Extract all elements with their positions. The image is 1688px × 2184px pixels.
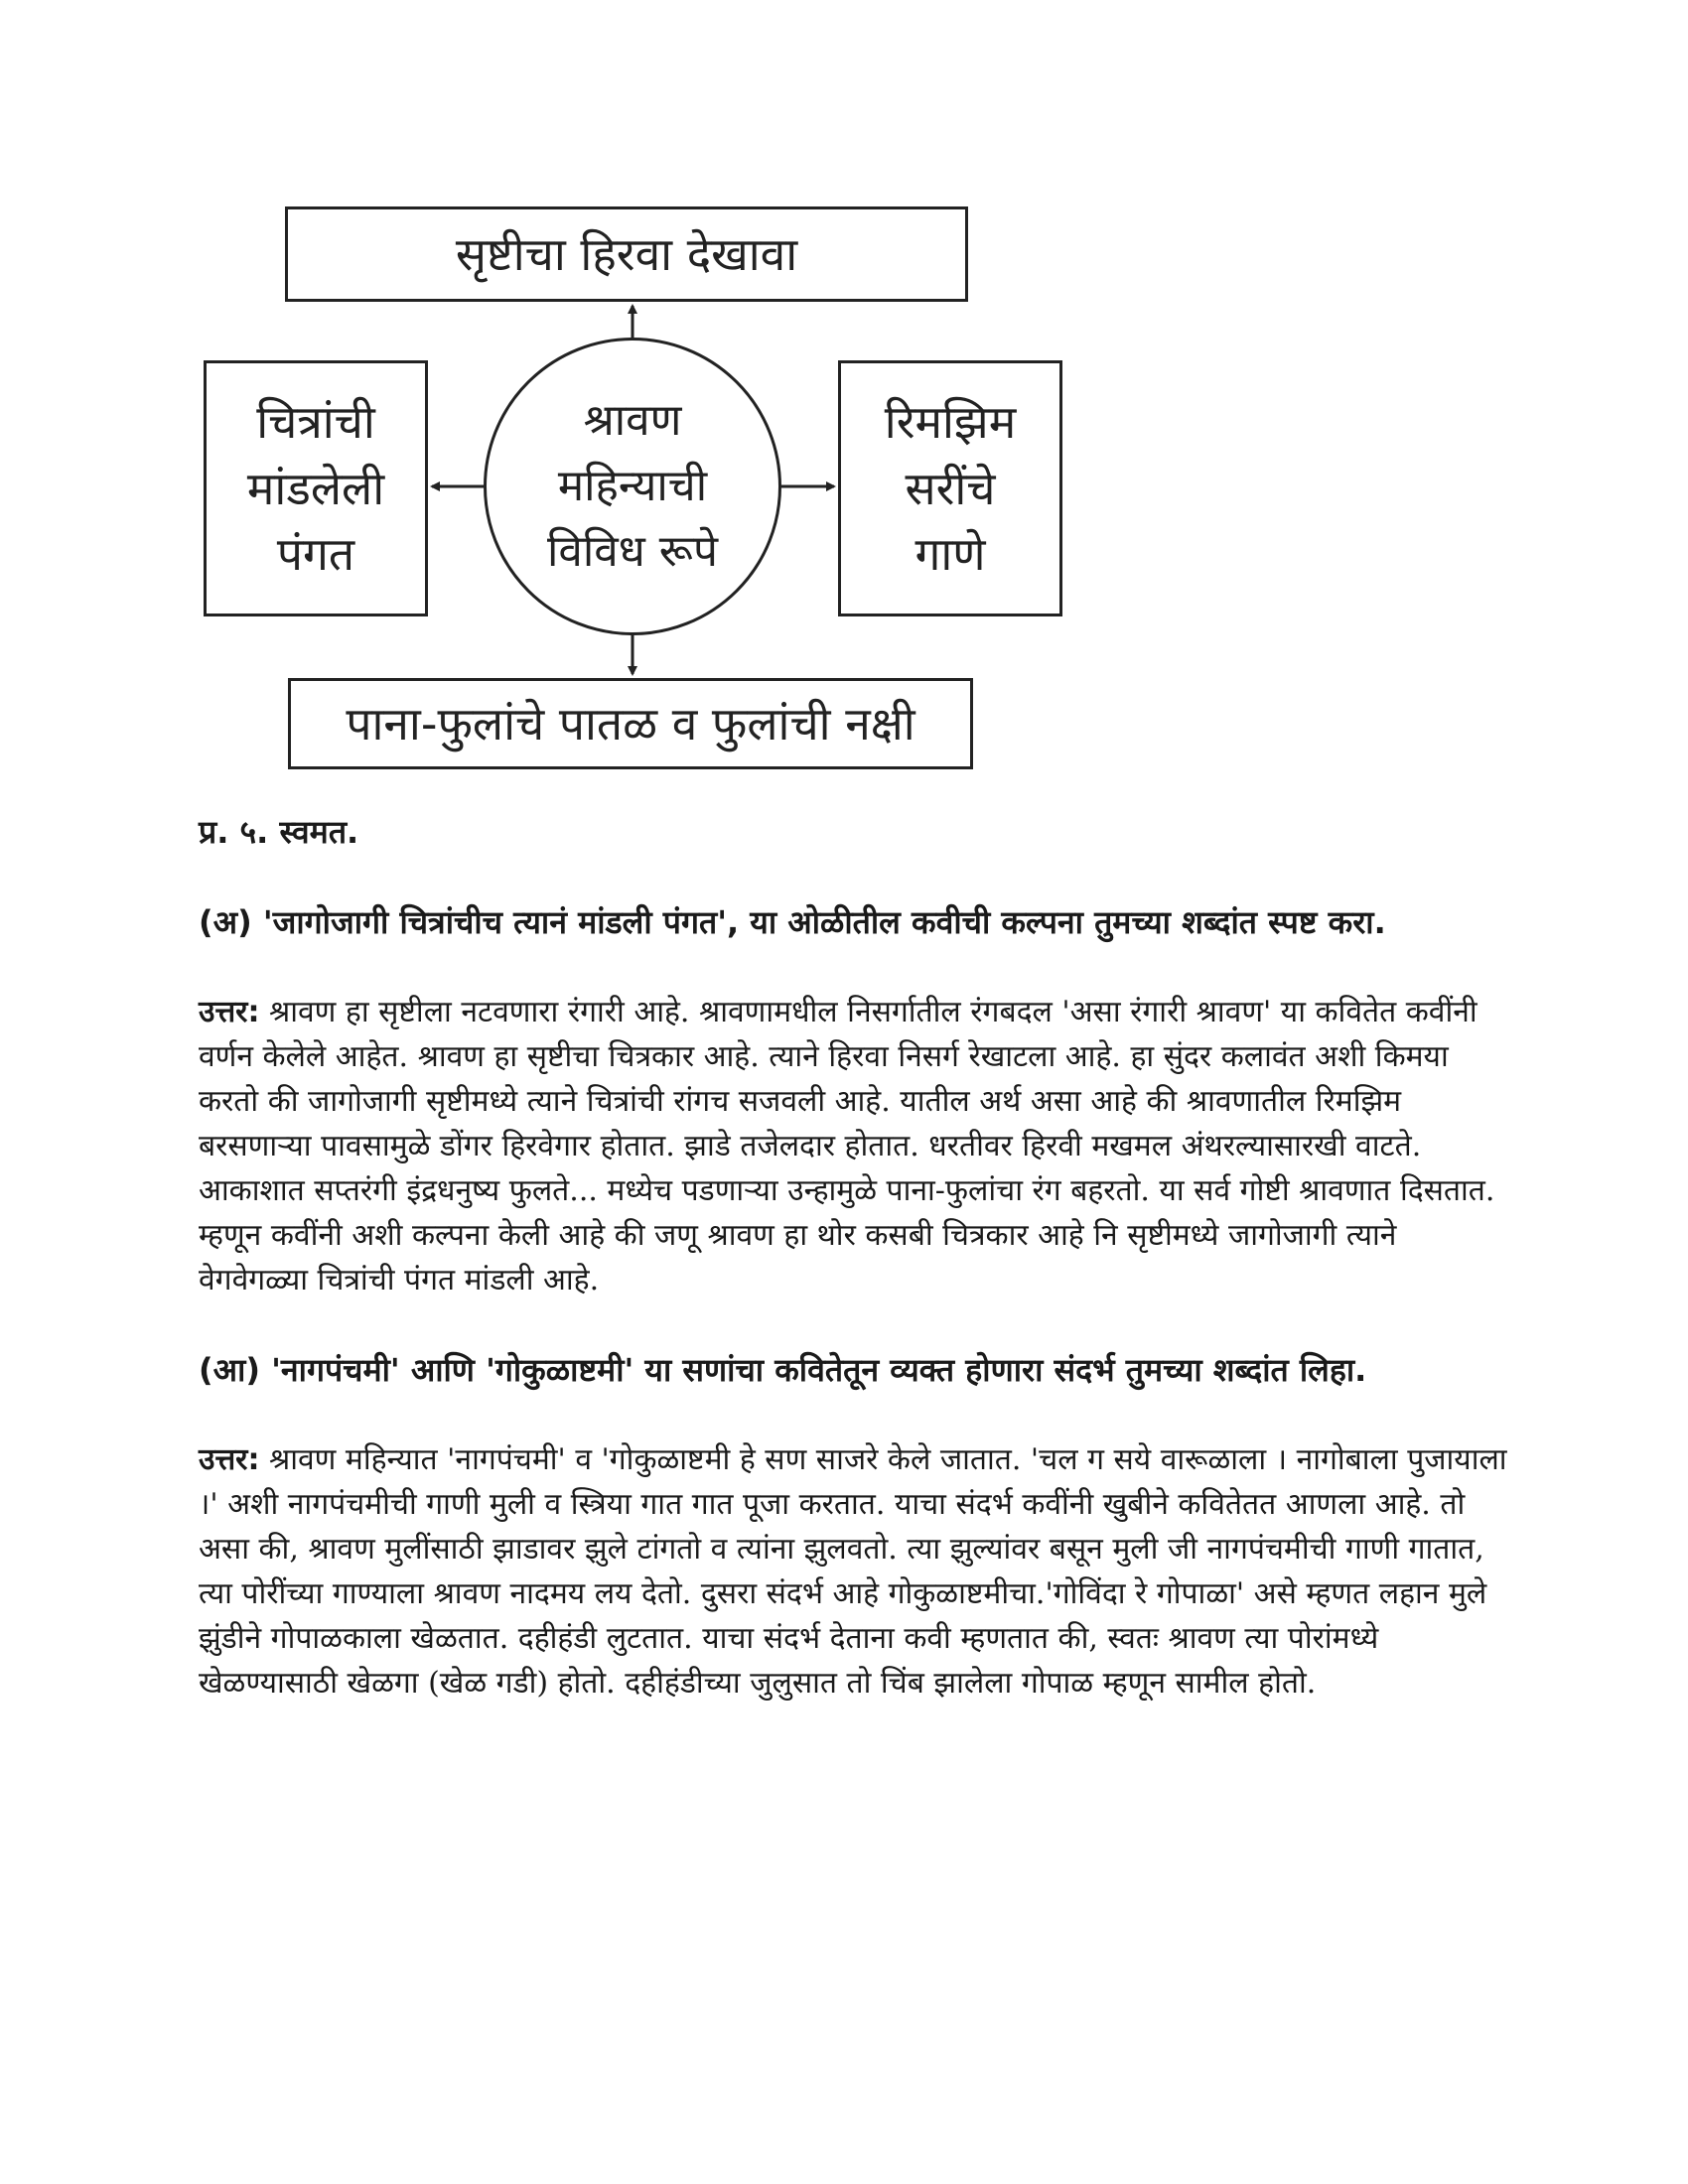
answer-label: उत्तर:: [199, 995, 260, 1029]
question-aa: (आ) 'नागपंचमी' आणि 'गोकुळाष्टमी' या सणांचा कवितेतून व्यक्त होणारा संदर्भ तुमच्या शब्दांत लिहा.: [199, 1351, 1367, 1389]
document-content: [199, 809, 1509, 1749]
section-title: प्र. ५. स्वमत.: [199, 813, 359, 851]
answer-text: श्रावण हा सृष्टीला नटवणारा रंगारी आहे. श्रावणामधील निसर्गातील रंगबदल 'असा रंगारी श्रावण' या कवितेत कवींनी वर्णन केलेले आहेत. श्रावण हा सृष्टीचा चित्रकार आहे. त्याने हिरवा निसर्ग रेखाटला आहे. हा सुंदर कलावंत अशी किमया करतो की जागोजागी सृष्टीमध्ये त्याने चित्रांची रांगच सजवली आहे. यातील अर्थ असा आहे की श्रावणातील रिमझिम बरसणाऱ्या पावसामुळे डोंगर हिरवेगार होतात. झाडे तजेलदार होतात. धरतीवर हिरवी मखमल अंथरल्यासारखी वाटते. आकाशात सप्तरंगी इंद्रधनुष्य फुलते... मध्येच पडणाऱ्या उन्हामुळे पाना-फुलांचा रंग बहरतो. या सर्व गोष्टी श्रावणात दिसतात. म्हणून कवींनी अशी कल्पना केली आहे की जणू श्रावण हा थोर कसबी चित्रकार आहे नि सृष्टीमध्ये जागोजागी त्याने वेगवेगळ्या चित्रांची पंगत मांडली आहे.: [199, 995, 1495, 1297]
diagram-box-top: [285, 206, 968, 302]
question-a: (अ) 'जागोजागी चित्रांचीच त्यानं मांडली पंगत', या ओळीतील कवीची कल्पना तुमच्या शब्दांत स्पष्ट करा.: [199, 903, 1386, 941]
diagram-center-circle: [484, 338, 781, 635]
diagram-box-right: [838, 360, 1062, 616]
diagram-box-bottom: [288, 678, 973, 769]
concept-diagram: [0, 0, 1688, 794]
answer-aa: [199, 1437, 1509, 1706]
diagram-right-text: रिमझिम सरींचे गाणे: [884, 394, 1017, 582]
answer-text: श्रावण महिन्यात 'नागपंचमी' व 'गोकुळाष्टमी हे सण साजरे केले जातात. 'चल ग सये वारूळाला । नागोबाला पुजायाला ।' अशी नागपंचमीची गाणी मुली व स्त्रिया गात गात पूजा करतात. याचा संदर्भ कवींनी खुबीने कवितेतत आणला आहे. तो असा की, श्रावण मुलींसाठी झाडावर झुले टांगतो व त्यांना झुलवतो. त्या झुल्यांवर बसून मुली जी नागपंचमीची गाणी गातात, त्या पोरींच्या गाण्याला श्रावण नादमय लय देतो. दुसरा संदर्भ आहे गोकुळाष्टमीचा.'गोविंदा रे गोपाळा' असे म्हणत लहान मुले झुंडीने गोपाळकाला खेळतात. दहीहंडी लुटतात. याचा संदर्भ देताना कवी म्हणतात की, स्वतः श्रावण त्या पोरांमध्ये खेळण्यासाठी खेळगा (खेळ गडी) होतो. दहीहंडीच्या जुलुसात तो चिंब झालेला गोपाळ म्हणून सामील होतो.: [199, 1442, 1507, 1701]
diagram-top-text: सृष्टीचा हिरवा देखावा: [455, 226, 798, 281]
diagram-center-text: श्रावण महिन्याची विविध रूपे: [547, 395, 718, 577]
diagram-left-text: चित्रांची मांडलेली पंगत: [246, 394, 385, 582]
answer-label: उत्तर:: [199, 1442, 260, 1477]
diagram-bottom-text: पाना-फुलांचे पातळ व फुलांची नक्षी: [346, 696, 915, 751]
diagram-box-left: [204, 360, 428, 616]
answer-a: [199, 990, 1509, 1302]
